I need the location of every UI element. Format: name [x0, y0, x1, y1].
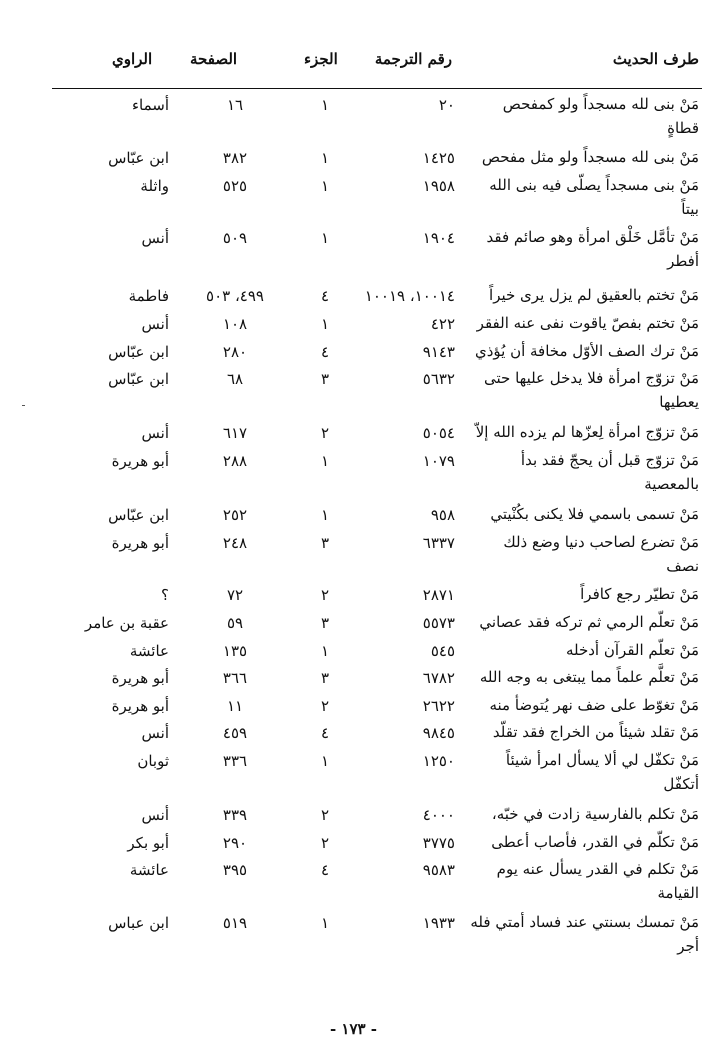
- page-number: - ١٧٣ -: [329, 1020, 378, 1038]
- juz-number: ٢: [320, 424, 330, 442]
- juz-number: ٤: [320, 861, 330, 879]
- header-page: الصفحة: [190, 50, 238, 68]
- narrator-name: أبو هريرة: [111, 534, 169, 552]
- hadith-text: مَنْ تكلم بالفارسية زادت في خبّه،: [491, 805, 699, 823]
- hadith-text: مَنْ تضرع لصاحب دنيا وضع ذلك نصف: [503, 533, 699, 575]
- tarjama-number: ٥٦٣٢: [422, 370, 455, 388]
- header-rule: [52, 88, 702, 89]
- page-number-cell: ١٠٨: [222, 315, 248, 333]
- page-number-cell: ٥٠٩: [222, 229, 248, 247]
- juz-number: ١: [320, 315, 330, 333]
- juz-number: ٣: [320, 669, 330, 687]
- tarjama-number: ٢٦٢٢: [422, 697, 455, 715]
- narrator-name: أنس: [141, 724, 169, 742]
- page-number-cell: ٦٨: [226, 370, 244, 388]
- page-number-cell: ٢٥٢: [222, 506, 248, 524]
- page-number-cell: ٤٩٩، ٥٠٣: [206, 287, 264, 305]
- narrator-name: عقبة بن عامر: [84, 614, 169, 632]
- tarjama-number: ٤٠٠٠: [422, 806, 455, 824]
- juz-number: ٤: [320, 287, 330, 305]
- juz-number: ٤: [320, 343, 330, 361]
- hadith-text: مَنْ تكلّم في القدر، فأصاب أعطى: [491, 833, 699, 851]
- juz-number: ١: [320, 96, 330, 114]
- narrator-name: واثلة: [140, 177, 169, 195]
- narrator-name: أنس: [141, 315, 169, 333]
- page-number-cell: ٣٣٩: [222, 806, 248, 824]
- page-number-cell: ١٣٥: [222, 642, 248, 660]
- hadith-text: مَنْ تقلد شيئاً من الخراج فقد تقلّد: [492, 723, 699, 741]
- narrator-name: ابن عبّاس: [108, 506, 169, 524]
- page-number-cell: ٥٢٥: [222, 177, 248, 195]
- hadith-text: مَنْ تختم بفصّ ياقوت نفى عنه الفقر: [476, 314, 699, 332]
- hadith-text: مَنْ تزوّج قبل أن يحجّ فقد بدأ بالمعصية: [520, 451, 699, 493]
- tarjama-number: ٩١٤٣: [422, 343, 455, 361]
- tarjama-number: ٩٥٨: [430, 506, 455, 524]
- narrator-name: عائشة: [129, 861, 169, 879]
- narrator-name: أسماء: [131, 96, 169, 114]
- page-number-cell: ٥٩: [226, 614, 244, 632]
- hadith-text: مَنْ تأمَّل خَلْق امرأة وهو صائم فقد أفطر: [486, 228, 699, 270]
- table-row: [0, 530, 707, 590]
- header-tarjama: رقم الترجمة: [374, 50, 452, 68]
- tarjama-number: ١٤٢٥: [422, 149, 455, 167]
- narrator-name: ابن عباس: [108, 914, 169, 932]
- juz-number: ٢: [320, 586, 330, 604]
- page-number-cell: ٢٩٠: [222, 834, 248, 852]
- juz-number: ٣: [320, 614, 330, 632]
- juz-number: ١: [320, 452, 330, 470]
- page-number-cell: ٦١٧: [222, 424, 248, 442]
- hadith-text: مَنْ تمسك بسنتي عند فساد أمتي فله أجر: [470, 913, 699, 955]
- juz-number: ١: [320, 642, 330, 660]
- tarjama-number: ١٠٠١٤، ١٠٠١٩: [364, 287, 455, 305]
- narrator-name: أنس: [141, 424, 169, 442]
- narrator-name: ؟: [161, 586, 169, 604]
- tarjama-number: ١٩٣٣: [422, 914, 455, 932]
- hadith-text: مَنْ تزوّج امرأة فلا يدخل عليها حتى يعطيها: [484, 369, 699, 411]
- hadith-text: مَنْ تعلّم الرمي ثم تركه فقد عصاني: [479, 613, 699, 631]
- page-number-cell: ١٦: [226, 96, 244, 114]
- narrator-name: أبو بكر: [127, 834, 169, 852]
- page-number-cell: ٣٨٢: [222, 149, 248, 167]
- table-row: [0, 748, 707, 808]
- page-number-cell: ٢٨٠: [222, 343, 248, 361]
- hadith-text: مَنْ تكلم في القدر يسأل عنه يوم القيامة: [496, 860, 699, 902]
- page-number-cell: ٣٦٦: [222, 669, 248, 687]
- narrator-name: ثوبان: [137, 752, 169, 770]
- tarjama-number: ٥٥٧٣: [422, 614, 455, 632]
- header-rawi: الراوي: [112, 50, 153, 68]
- table-row: [0, 225, 707, 285]
- page-number-cell: ٤٥٩: [222, 724, 248, 742]
- table-row: [0, 173, 707, 233]
- juz-number: ٣: [320, 534, 330, 552]
- juz-number: ١: [320, 752, 330, 770]
- page-number-cell: ٢٨٨: [222, 452, 248, 470]
- juz-number: ٢: [320, 834, 330, 852]
- tarjama-number: ٥٤٥: [430, 642, 455, 660]
- tarjama-number: ٦٣٣٧: [422, 534, 455, 552]
- page-number-cell: ٥١٩: [222, 914, 248, 932]
- hadith-text: مَنْ تعلّم القرآن أدخله: [565, 641, 699, 659]
- hadith-text: مَنْ تكفّل لي ألا يسأل امرأ شيئاً أتكفّل: [505, 751, 699, 793]
- hadith-text: مَنْ بنى لله مسجداً ولو كمفحص قطاةٍ: [502, 95, 699, 137]
- page-number-cell: ٢٤٨: [222, 534, 248, 552]
- page-number-cell: ٣٩٥: [222, 861, 248, 879]
- narrator-name: عائشة: [129, 642, 169, 660]
- hadith-text: مَنْ بنى مسجداً يصلّى فيه بنى الله بيتاً: [489, 176, 699, 218]
- table-row: [0, 910, 707, 970]
- page-number-cell: ١١: [226, 697, 244, 715]
- narrator-name: ابن عبّاس: [108, 343, 169, 361]
- hadith-text: مَنْ تختم بالعقيق لم يزل يرى خيراً: [489, 286, 699, 304]
- header-hadith: طرف الحديث: [612, 50, 699, 68]
- page-number-cell: ٣٣٦: [222, 752, 248, 770]
- juz-number: ٤: [320, 724, 330, 742]
- tarjama-number: ٥٠٥٤: [422, 424, 455, 442]
- tarjama-number: ١٢٥٠: [422, 752, 455, 770]
- page-number-cell: ٧٢: [226, 586, 244, 604]
- juz-number: ٢: [320, 806, 330, 824]
- tarjama-number: ٩٥٨٣: [422, 861, 455, 879]
- table-row: [0, 92, 707, 152]
- juz-number: ١: [320, 149, 330, 167]
- hadith-text: مَنْ تزوّج امرأة لِعزّها لم يزده الله إلاّ: [475, 423, 699, 441]
- tarjama-number: ٩٨٤٥: [422, 724, 455, 742]
- table-row: [0, 366, 707, 426]
- narrator-name: أبو هريرة: [111, 697, 169, 715]
- narrator-name: أبو هريرة: [111, 452, 169, 470]
- tarjama-number: ٤٢٢: [430, 315, 455, 333]
- narrator-name: أنس: [141, 229, 169, 247]
- tarjama-number: ٢٠: [438, 96, 455, 114]
- tarjama-number: ١٩٥٨: [422, 177, 455, 195]
- table-row: [0, 857, 707, 917]
- juz-number: ١: [320, 177, 330, 195]
- juz-number: ٢: [320, 697, 330, 715]
- juz-number: ١: [320, 914, 330, 932]
- juz-number: ١: [320, 506, 330, 524]
- narrator-name: ابن عبّاس: [108, 149, 169, 167]
- tarjama-number: ١٩٠٤: [422, 229, 455, 247]
- narrator-name: أنس: [141, 806, 169, 824]
- narrator-name: فاطمة: [128, 287, 169, 305]
- hadith-text: مَنْ تغوّط على ضف نهر يُتوضأ منه: [489, 696, 699, 714]
- tarjama-number: ١٠٧٩: [422, 452, 455, 470]
- narrator-name: أبو هريرة: [111, 669, 169, 687]
- hadith-text: مَنْ ترك الصف الأوّل مخافة أن يُؤذي: [474, 342, 699, 360]
- hadith-text: مَنْ تطيّر رجع كافراً: [580, 585, 699, 603]
- tarjama-number: ٦٧٨٢: [422, 669, 455, 687]
- table-row: [0, 448, 707, 508]
- header-juz: الجزء: [304, 50, 338, 68]
- hadith-text: مَنْ تسمى باسمي فلا يكنى بكُنْيتي: [490, 505, 699, 523]
- hadith-text: مَنْ تعلَّم علماً مما يبتغى به وجه الله: [479, 668, 699, 686]
- juz-number: ١: [320, 229, 330, 247]
- narrator-name: ابن عبّاس: [108, 370, 169, 388]
- tarjama-number: ٣٧٧٥: [422, 834, 455, 852]
- hadith-text: مَنْ بنى لله مسجداً ولو مثل مفحص: [481, 148, 699, 166]
- tarjama-number: ٢٨٧١: [422, 586, 455, 604]
- juz-number: ٣: [320, 370, 330, 388]
